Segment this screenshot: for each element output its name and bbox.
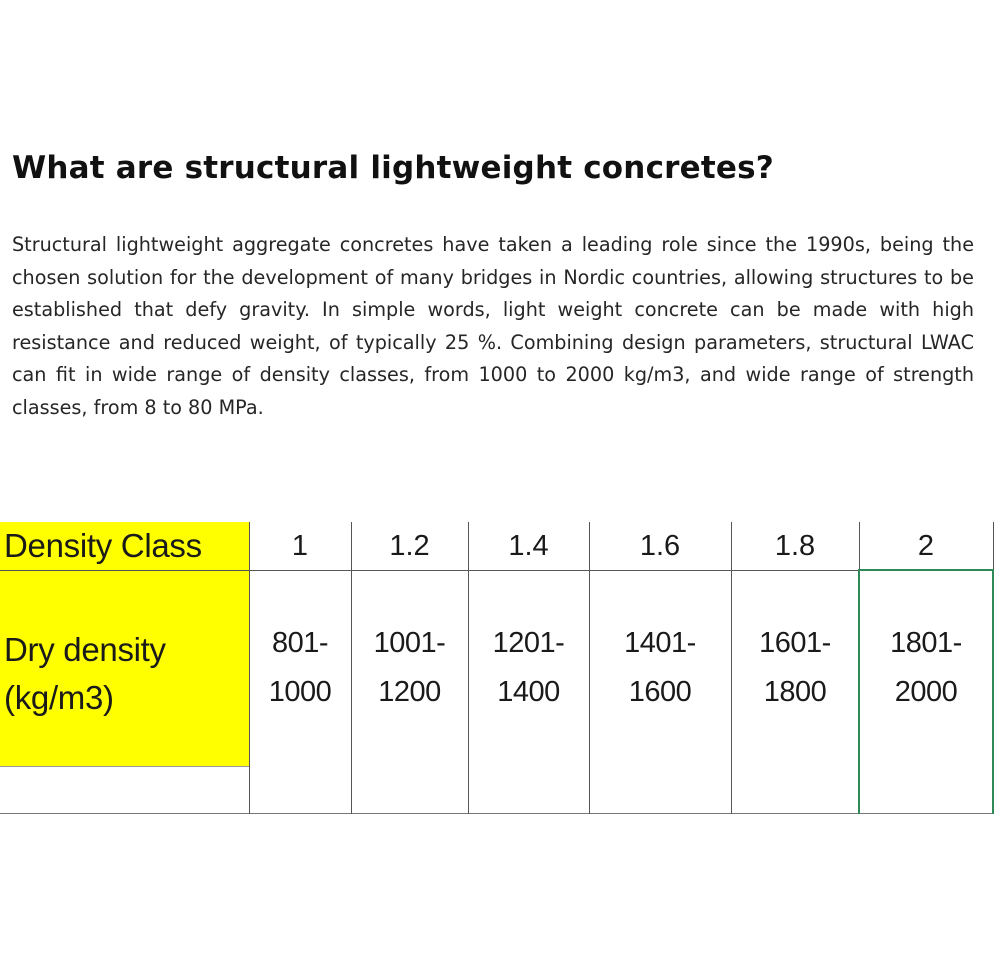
article-heading: What are structural lightweight concretes? — [12, 150, 774, 186]
row-divider — [0, 766, 249, 767]
dry-density-cell[interactable] — [249, 570, 351, 766]
empty-cell[interactable] — [0, 766, 249, 814]
dry-density-header-line1: Dry density — [4, 631, 166, 668]
column-divider — [249, 522, 250, 814]
dry-density-header-line2: (kg/m3) — [4, 679, 114, 716]
dry-density-high: 1400 — [497, 676, 560, 708]
dry-density-high: 1000 — [268, 676, 332, 708]
dry-density-cell[interactable] — [589, 570, 731, 766]
column-divider — [859, 522, 860, 570]
article-paragraph: Structural lightweight aggregate concretes have taken a leading role since the 1990s, being the chosen solution for the development of many bridges in Nordic countries, allowing structures to be established that defy gravity. In simple words, light weight concrete can be made with high resistance and reduced weight, of typically 25 %. Combining design parameters, structural LWAC can fit in wide range of density classes, from 1000 to 2000 kg/m3, and wide range of strength classes, from 8 to 80 MPa. — [12, 233, 974, 419]
dry-density-low: 1601- — [759, 627, 831, 659]
selection-border — [858, 570, 860, 814]
table-bottom-border — [0, 813, 993, 814]
dry-density-low: 801- — [271, 627, 329, 659]
density-class-cell[interactable]: 1.2 — [389, 529, 430, 562]
column-divider — [589, 522, 590, 814]
dry-density-high: 1600 — [628, 676, 692, 708]
density-class-cell[interactable]: 1 — [291, 529, 309, 562]
dry-density-cell[interactable] — [859, 570, 993, 766]
dry-density-low: 1401- — [624, 627, 696, 659]
column-divider — [351, 522, 352, 814]
dry-density-low: 1201- — [492, 627, 565, 659]
density-class-cell[interactable]: 1.6 — [639, 529, 681, 562]
density-class-cell[interactable]: 1.4 — [508, 529, 549, 562]
dry-density-high: 1800 — [763, 676, 827, 708]
dry-density-high: 1200 — [378, 676, 441, 708]
dry-density-low: 1801- — [890, 627, 962, 659]
dry-density-low: 1001- — [373, 627, 446, 659]
row-divider — [0, 570, 993, 571]
column-divider — [731, 522, 732, 814]
selection-border — [858, 569, 994, 571]
dry-density-cell[interactable] — [468, 570, 589, 766]
selection-border — [992, 570, 994, 814]
density-class-cell[interactable]: 2 — [917, 529, 935, 562]
density-class-cell[interactable]: 1.8 — [774, 529, 816, 562]
dry-density-cell[interactable] — [731, 570, 859, 766]
column-divider — [468, 522, 469, 814]
density-table — [0, 522, 1000, 814]
dry-density-header — [0, 570, 249, 766]
dry-density-high: 2000 — [894, 676, 958, 708]
density-class-header: Density Class — [0, 522, 249, 570]
dry-density-cell[interactable] — [351, 570, 468, 766]
